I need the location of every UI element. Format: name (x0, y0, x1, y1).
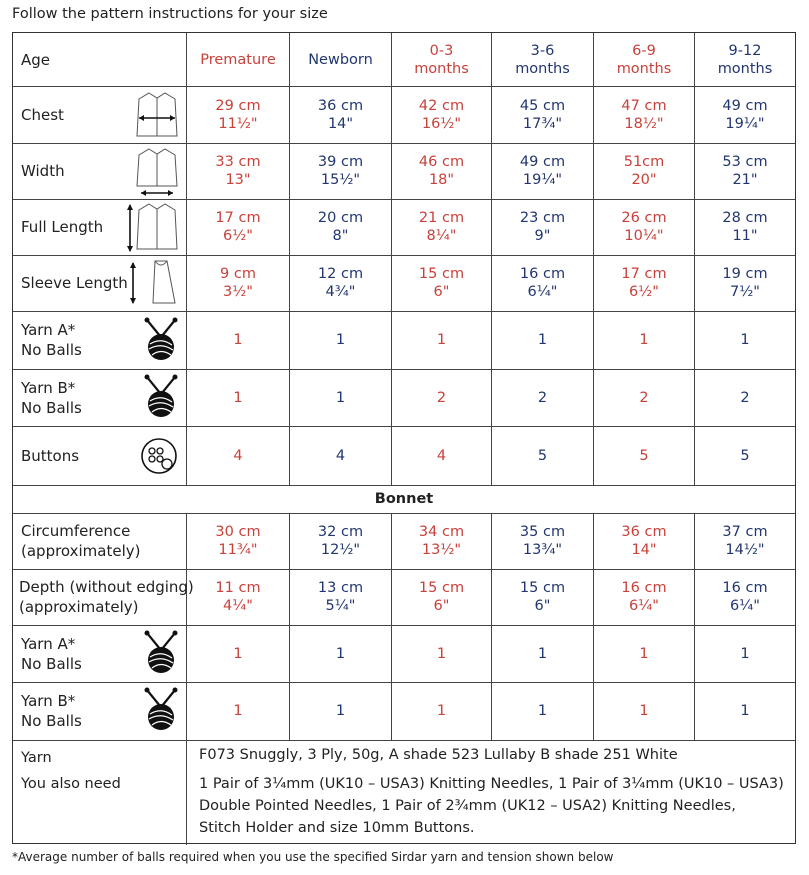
sleeve-premature: 9 cm 3½" (220, 266, 256, 300)
sleeve-3-6: 16 cm 6¼" (519, 266, 566, 300)
bonnet-yarn-b-0-3: 1 (436, 703, 447, 719)
bonnet-yarn-a-0-3: 1 (436, 645, 447, 662)
circumference-9-12: 37 cm 14½" (722, 524, 768, 558)
sleeve-length-icon (125, 257, 181, 309)
yarn-a-9-12: 1 (740, 332, 750, 348)
size-header-0-3: 0-3 months (414, 42, 469, 77)
yarn-b-3-6: 2 (537, 389, 548, 406)
circumference-6-9: 36 cm 14" (621, 524, 667, 558)
chest-9-12: 49 cm 19¼" (722, 97, 768, 132)
depth-3-6: 15 cm 6" (519, 580, 566, 614)
yarn-a-3-6: 1 (537, 332, 548, 348)
label-depth: Depth (without edging) (approximately) (19, 578, 194, 616)
yarn-b-9-12: 2 (740, 389, 750, 406)
also-need-line-1: 1 Pair of 3¼mm (UK10 – USA3) Knitting Needles, 1 Pair of 3¼mm (UK10 – USA3) (199, 776, 784, 792)
full-length-0-3: 21 cm 8¼" (418, 210, 465, 244)
sleeve-9-12: 19 cm 7½" (722, 266, 768, 300)
bonnet-yarn-b-premature: 1 (233, 703, 243, 719)
depth-6-9: 16 cm 6¼" (621, 580, 667, 614)
chest-3-6: 45 cm 17¾" (519, 97, 566, 132)
label-you-also-need: You also need (21, 776, 121, 792)
bonnet-yarn-a-6-9: 1 (639, 645, 649, 662)
chest-6-9: 47 cm 18½" (621, 97, 667, 132)
size-header-9-12: 9-12 months (717, 42, 773, 77)
yarn-b-6-9: 2 (639, 389, 649, 406)
button-icon (139, 436, 179, 476)
yarn-ball-icon (139, 317, 183, 363)
yarn-b-premature: 1 (233, 389, 243, 406)
full-length-premature: 17 cm 6½" (215, 210, 261, 244)
full-length-newborn: 20 cm 8" (317, 210, 364, 244)
footnote: *Average number of balls required when you use the specified Sirdar yarn and tension shown below (12, 850, 614, 864)
circumference-premature: 30 cm 11¾" (215, 524, 261, 558)
size-header-newborn: Newborn (308, 51, 373, 68)
cardigan-chest-icon (133, 90, 181, 140)
bonnet-yarn-a-3-6: 1 (537, 645, 548, 662)
sleeve-newborn: 12 cm 4¾" (317, 266, 364, 300)
label-width: Width (21, 162, 65, 180)
bonnet-yarn-b-3-6: 1 (537, 703, 548, 719)
yarn-b-0-3: 2 (436, 389, 447, 406)
buttons-9-12: 5 (740, 447, 750, 464)
label-chest: Chest (21, 105, 64, 124)
size-header-6-9: 6-9 months (616, 42, 672, 77)
size-header-premature: Premature (200, 51, 276, 68)
also-need-line-3: Stitch Holder and size 10mm Buttons. (199, 820, 475, 836)
width-0-3: 46 cm 18" (418, 154, 465, 188)
buttons-3-6: 5 (537, 447, 548, 464)
label-full-length: Full Length (21, 218, 104, 236)
yarn-b-newborn: 1 (335, 389, 346, 406)
cardigan-length-icon (123, 201, 181, 255)
label-bonnet-yarn-a: Yarn A* No Balls (21, 634, 82, 673)
label-yarn: Yarn (21, 750, 52, 766)
full-length-6-9: 26 cm 10¼" (621, 210, 667, 244)
full-length-3-6: 23 cm 9" (519, 210, 566, 244)
width-9-12: 53 cm 21" (722, 154, 768, 188)
bonnet-yarn-b-6-9: 1 (639, 703, 649, 719)
bonnet-yarn-b-9-12: 1 (740, 703, 750, 719)
circumference-3-6: 35 cm 13¾" (519, 524, 566, 558)
yarn-ball-icon (139, 687, 183, 733)
size-table (12, 32, 796, 844)
label-sleeve-length: Sleeve Length (21, 274, 128, 292)
chest-newborn: 36 cm 14" (317, 97, 364, 132)
bonnet-yarn-b-newborn: 1 (335, 703, 346, 719)
yarn-a-premature: 1 (233, 332, 243, 348)
width-premature: 33 cm 13" (215, 154, 261, 188)
buttons-newborn: 4 (335, 447, 346, 464)
circumference-newborn: 32 cm 12½" (317, 524, 364, 558)
label-yarn-a: Yarn A* No Balls (21, 321, 82, 359)
cardigan-width-icon (133, 146, 181, 198)
bonnet-yarn-a-premature: 1 (233, 645, 243, 662)
sleeve-6-9: 17 cm 6½" (621, 266, 667, 300)
width-6-9: 51cm 20" (623, 154, 665, 188)
buttons-premature: 4 (233, 447, 243, 464)
width-newborn: 39 cm 15½" (317, 154, 364, 188)
yarn-description: F073 Snuggly, 3 Ply, 50g, A shade 523 Lullaby B shade 251 White (199, 747, 678, 763)
yarn-ball-icon (139, 630, 183, 676)
size-header-3-6: 3-6 months (515, 42, 570, 77)
sleeve-0-3: 15 cm 6" (418, 266, 465, 300)
label-age: Age (21, 50, 51, 69)
circumference-0-3: 34 cm 13½" (418, 524, 465, 558)
width-3-6: 49 cm 19¼" (519, 154, 566, 188)
yarn-a-newborn: 1 (335, 332, 346, 348)
yarn-a-6-9: 1 (639, 332, 649, 348)
depth-premature: 11 cm 4¼" (215, 580, 261, 614)
label-buttons: Buttons (21, 446, 80, 465)
depth-newborn: 13 cm 5¼" (317, 580, 364, 614)
bonnet-yarn-a-9-12: 1 (740, 645, 750, 662)
bonnet-yarn-a-newborn: 1 (335, 645, 346, 662)
page-heading: Follow the pattern instructions for your size (12, 6, 328, 22)
buttons-0-3: 4 (436, 447, 447, 464)
chest-premature: 29 cm 11½" (215, 97, 261, 132)
buttons-6-9: 5 (639, 447, 649, 464)
depth-0-3: 15 cm 6" (418, 580, 465, 614)
also-need-line-2: Double Pointed Needles, 1 Pair of 2¾mm (UK12 – USA2) Knitting Needles, (199, 798, 736, 814)
yarn-ball-icon (139, 374, 183, 420)
label-circumference: Circumference (approximately) (21, 522, 141, 560)
label-bonnet-yarn-b: Yarn B* No Balls (21, 692, 82, 730)
bonnet-section-title: Bonnet (374, 491, 434, 507)
chest-0-3: 42 cm 16½" (418, 97, 465, 132)
yarn-a-0-3: 1 (436, 332, 447, 348)
depth-9-12: 16 cm 6¼" (722, 580, 768, 614)
full-length-9-12: 28 cm 11" (722, 210, 768, 244)
label-yarn-b: Yarn B* No Balls (21, 378, 82, 417)
